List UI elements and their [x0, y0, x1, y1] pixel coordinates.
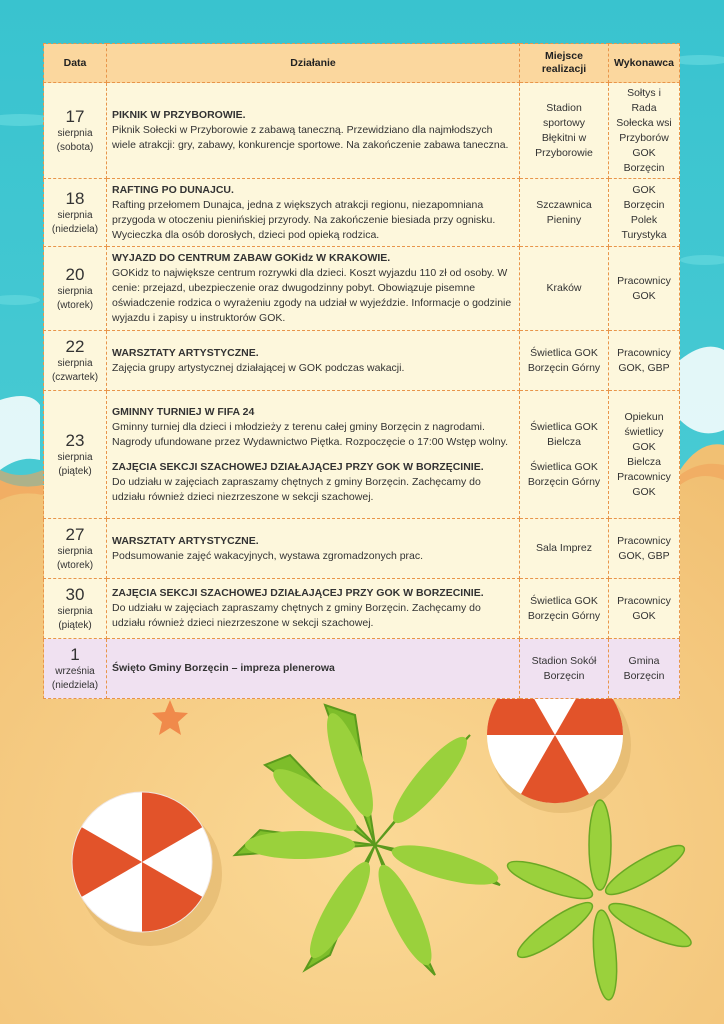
event-month: sierpnia — [57, 285, 93, 297]
executor-cell: Pracownicy GOK, GBP — [609, 519, 680, 579]
event-title: GMINNY TURNIEJ W FIFA 24 — [112, 405, 255, 418]
event-weekday: (piątek) — [58, 619, 92, 631]
event-month: sierpnia — [57, 357, 93, 369]
event-description: Gminny turniej dla dzieci i młodzieży z terenu całej gminy Borzęcin z nagrodami. Nagrody ufundowane przez Wydawnictwo Piętka. Rozpoczęcie o 17:00 Wstęp wolny. — [112, 420, 508, 448]
table-row — [44, 331, 680, 391]
place-cell: Stadion Sokół Borzęcin — [520, 639, 609, 699]
place-cell: Świetlica GOK Borzęcin Górny — [520, 579, 609, 639]
place-cell — [520, 391, 609, 519]
date-cell — [44, 247, 107, 331]
date-cell — [44, 519, 107, 579]
event-description: Piknik Sołecki w Przyborowie z zabawą taneczną. Przewidziano dla najmłodszych wiele atrakcji: gry, zabawy, konkurencje sportowe. Na zakończenie zabawa taneczna. — [112, 124, 509, 151]
action-cell — [107, 179, 520, 247]
action-cell — [107, 639, 520, 699]
event-title-second: ZAJĘCIA SEKCJI SZACHOWEJ DZIAŁAJĄCEJ PRZY GOK W BORZĘCINIE. — [112, 460, 484, 473]
event-weekday: (czwartek) — [51, 371, 99, 383]
event-day: 27 — [65, 524, 85, 544]
executor-cell: Opiekun świetlicy GOK Bielcza Pracownicy GOK — [609, 391, 680, 519]
event-day: 20 — [65, 264, 85, 284]
event-description: Podsumowanie zajęć wakacyjnych, wystawa zgromadzonych prac. — [112, 549, 424, 562]
executor-cell: GOK Borzęcin Polek Turystyka — [609, 179, 680, 247]
events-schedule-table — [43, 43, 680, 699]
header-date: Data — [44, 44, 107, 83]
table-row — [44, 519, 680, 579]
event-day: 30 — [65, 584, 85, 604]
executor-cell: Pracownicy GOK — [609, 579, 680, 639]
date-cell — [44, 331, 107, 391]
event-description-second: Do udziału w zajęciach zapraszamy chętnych z gminy Borzęcin. Zachęcamy do udziału również dzieci niezrzeszone w sekcji szachowej. — [112, 475, 481, 503]
event-weekday: (niedziela) — [51, 223, 99, 235]
header-executor: Wykonawca — [609, 44, 680, 83]
place-cell: Szczawnica Pieniny — [520, 179, 609, 247]
event-title: WARSZTATY ARTYSTYCZNE. — [112, 346, 259, 359]
executor-cell: Pracownicy GOK, GBP — [609, 331, 680, 391]
event-weekday: (niedziela) — [51, 679, 99, 691]
event-month: września — [55, 665, 95, 677]
event-day: 1 — [70, 644, 80, 664]
date-cell — [44, 639, 107, 699]
event-day: 18 — [65, 188, 85, 208]
action-cell — [107, 331, 520, 391]
event-description: Rafting przełomem Dunajca, jedna z większych atrakcji regionu, niezapomniana przygoda w otoczeniu pienińskiej przyrody. Na zakończenie biesiada przy ognisku. Wycieczka dla osób dorosłych, dzieci pod opieką rodzica. — [112, 198, 496, 241]
table-row — [44, 579, 680, 639]
event-place: Świetlica GOK Bielcza — [530, 420, 598, 448]
executor-cell: Pracownicy GOK — [609, 247, 680, 331]
event-weekday: (piątek) — [58, 465, 92, 477]
event-month: sierpnia — [57, 127, 93, 139]
date-cell — [44, 391, 107, 519]
executor-cell: Sołtys i Rada Sołecka wsi Przyborów GOK Borzęcin — [609, 83, 680, 179]
event-title: Święto Gminy Borzęcin – impreza plenerowa — [112, 662, 335, 674]
event-weekday: (sobota) — [56, 141, 94, 153]
place-cell: Stadion sportowy Błękitni w Przyborowie — [520, 83, 609, 179]
executor-cell: Gmina Borzęcin — [609, 639, 680, 699]
event-title: PIKNIK W PRZYBOROWIE. — [112, 109, 246, 121]
action-cell — [107, 519, 520, 579]
event-month: sierpnia — [57, 209, 93, 221]
header-place: Miejsce realizacji — [520, 44, 609, 83]
place-cell: Sala Imprez — [520, 519, 609, 579]
action-cell — [107, 83, 520, 179]
event-day: 22 — [65, 336, 85, 356]
event-description: Do udziału w zajęciach zapraszamy chętnych z gminy Borzęcin. Zachęcamy do udziału również dzieci niezrzeszone w sekcji szachowej. — [112, 602, 481, 629]
event-month: sierpnia — [57, 605, 93, 617]
action-cell — [107, 247, 520, 331]
date-cell — [44, 579, 107, 639]
action-cell — [107, 579, 520, 639]
date-cell — [44, 179, 107, 247]
event-description: Zajęcia grupy artystycznej działającej w GOK podczas wakacji. — [112, 361, 405, 374]
table-row — [44, 247, 680, 331]
table-row — [44, 639, 680, 699]
header-action: Działanie — [107, 44, 520, 83]
action-cell — [107, 391, 520, 519]
table-header-row — [44, 44, 680, 83]
table-row — [44, 83, 680, 179]
event-weekday: (wtorek) — [56, 559, 94, 571]
event-month: sierpnia — [57, 451, 93, 463]
event-title: RAFTING PO DUNAJCU. — [112, 183, 234, 196]
event-title: WARSZTATY ARTYSTYCZNE. — [112, 534, 259, 547]
sea-foam — [0, 396, 40, 470]
date-cell — [44, 83, 107, 179]
event-title: WYJAZD DO CENTRUM ZABAW GOKidz W KRAKOWIE. — [112, 252, 391, 264]
event-day: 17 — [65, 106, 85, 126]
table-row — [44, 179, 680, 247]
sea-foam — [680, 347, 724, 434]
event-title: ZAJĘCIA SEKCJI SZACHOWEJ DZIAŁAJĄCEJ PRZY GOK W BORZECINIE. — [112, 587, 484, 599]
event-day: 23 — [65, 430, 85, 450]
event-month: sierpnia — [57, 545, 93, 557]
event-place-second: Świetlica GOK Borzęcin Górny — [527, 460, 601, 488]
place-cell: Kraków — [520, 247, 609, 331]
table-row — [44, 391, 680, 519]
place-cell: Świetlica GOK Borzęcin Górny — [520, 331, 609, 391]
event-description: GOKidz to największe centrum rozrywki dla dzieci. Koszt wyjazdu 110 zł od osoby. W cenie: przejazd, ubezpieczenie oraz dwugodzinny pobyt. Obowiązuje pisemne oświadczenie rodzica o wyrażeniu zgody na udział w wyjeździe. Informacje o godzinie wyjazdu i zapisy u instruktorów GOK. — [112, 267, 512, 324]
event-weekday: (wtorek) — [56, 299, 94, 311]
